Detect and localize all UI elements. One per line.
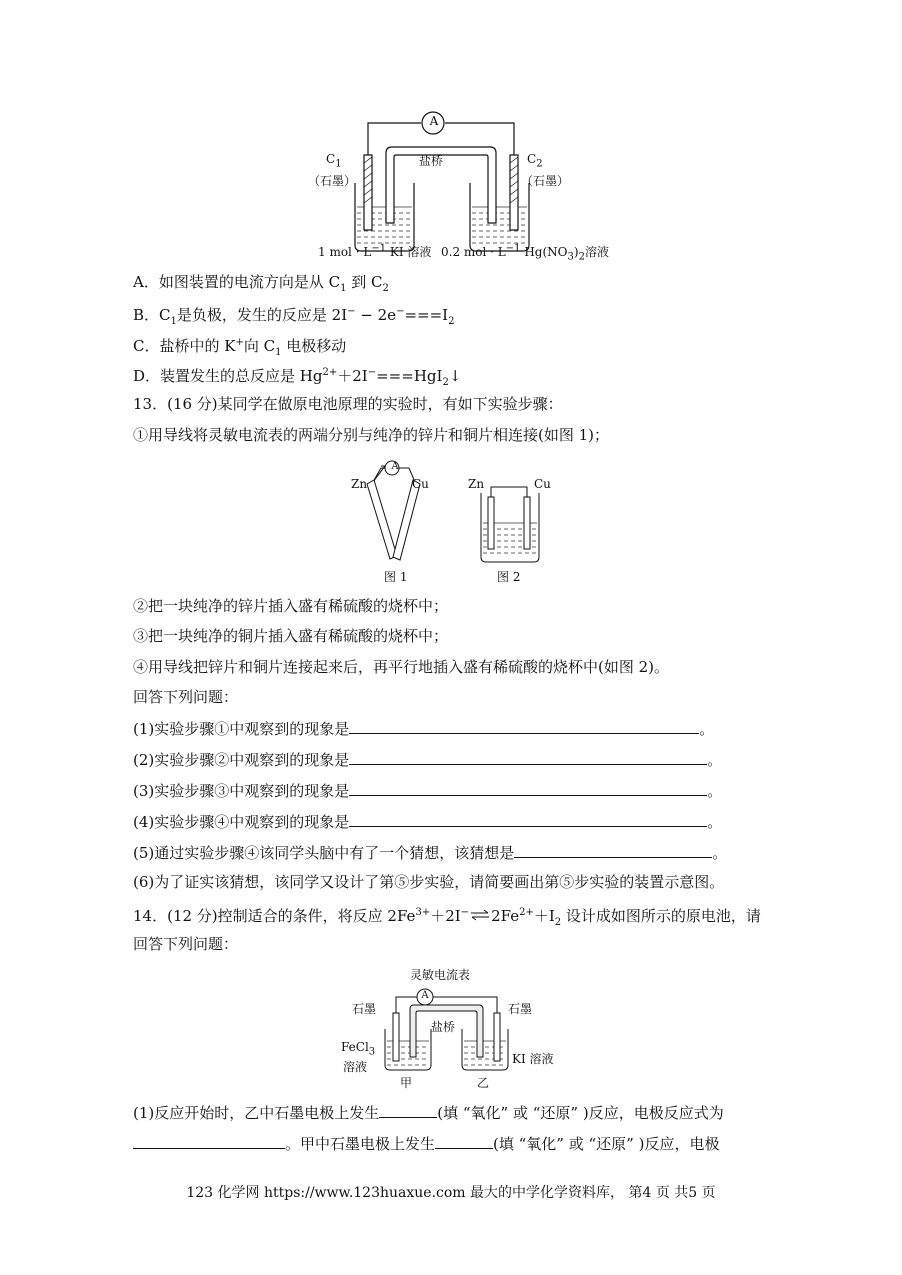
- reversible-arrow-icon: [469, 906, 491, 926]
- answer-blank-8[interactable]: [435, 1133, 493, 1149]
- q13-part3: (3)实验步骤③中观察到的现象是 。: [133, 782, 723, 800]
- fig2-zn: Zn: [468, 477, 485, 491]
- answer-blank-1[interactable]: [349, 718, 699, 734]
- page-footer: 123 化学网 https://www.123huaxue.com 最大的中学化学资料库， 第4 页 共5 页: [186, 1185, 716, 1201]
- ammeter-label: A: [429, 114, 439, 128]
- answer-blank-7[interactable]: [133, 1133, 285, 1149]
- q13-step3: ③把一块纯净的铜片插入盛有稀硫酸的烧杯中；: [133, 627, 449, 645]
- q14-salt-bridge: 盐桥: [431, 1020, 456, 1034]
- right-solution-label: 0.2 mol · $L^{-1}$ $Hg(NO_3)_2$溶液: [441, 243, 609, 263]
- fig2-caption: 图 2: [497, 570, 521, 584]
- answer-blank-4[interactable]: [349, 811, 707, 827]
- option-b: B．$C_1$是负极，发生的反应是 $2I^- - 2e^-===I_2$: [133, 306, 455, 327]
- answer-blank-5[interactable]: [514, 842, 712, 858]
- q14-title-line2: 回答下列问题：: [133, 935, 239, 953]
- q13-step1: ①用导线将灵敏电流表的两端分别与纯净的锌片和铜片相连接(如图 1)；: [133, 426, 610, 444]
- q13-answer-prompt: 回答下列问题：: [133, 688, 239, 706]
- q14-ammeter: A: [421, 990, 429, 1001]
- figure-1-diagram: [345, 460, 455, 565]
- c1-label: $C_1$: [326, 152, 342, 170]
- q14-meter-label: 灵敏电流表: [410, 968, 471, 982]
- q14-part1-line2: 。甲中石墨电极上发生 (填 “氧化” 或 “还原” )反应，电极: [133, 1133, 719, 1154]
- figure-2-diagram: [475, 485, 545, 565]
- left-solution-label: 1 mol · $L^{-1}$ KI 溶液: [318, 243, 432, 259]
- q13-part1: (1)实验步骤①中观察到的现象是 。: [133, 720, 715, 738]
- answer-blank-6[interactable]: [379, 1102, 437, 1118]
- c2-label: $C_2$: [527, 152, 543, 170]
- answer-blank-2[interactable]: [349, 749, 707, 765]
- q14-title: 14．(12 分)控制适合的条件，将反应 $2Fe^{3+}+2I^-$ $2Fe^{2+}+I_2$ 设计成如图所示的原电池，请: [133, 907, 761, 928]
- q13-step4: ④用导线把锌片和铜片连接起来后，再平行地插入盛有稀硫酸的烧杯中(如图 2)。: [133, 658, 670, 676]
- option-c: C．盐桥中的 K+向 $C_1$ 电极移动: [133, 337, 347, 358]
- q13-part4: (4)实验步骤④中观察到的现象是 。: [133, 813, 723, 831]
- fig1-caption: 图 1: [384, 570, 408, 584]
- fig2-cu: Cu: [534, 477, 551, 491]
- q13-part2: (2)实验步骤②中观察到的现象是 。: [133, 751, 723, 769]
- q13-title: 13．(16 分)某同学在做原电池原理的实验时，有如下实验步骤：: [133, 395, 563, 413]
- q14-ki-solution: KI 溶液: [512, 1052, 554, 1066]
- c1-note: （石墨）: [308, 174, 357, 188]
- option-d: D．装置发生的总反应是 $Hg^{2+}+2I^-===HgI_2↓$: [133, 367, 462, 388]
- answer-blank-3[interactable]: [349, 780, 707, 796]
- q14-right-graphite: 石墨: [508, 1002, 533, 1016]
- q14-yi: 乙: [477, 1076, 490, 1090]
- q13-part5: (5)通过实验步骤④该同学头脑中有了一个猜想，该猜想是 。: [133, 844, 728, 862]
- fig1-zn: Zn: [351, 477, 368, 491]
- q14-left-graphite: 石墨: [352, 1002, 377, 1016]
- q13-step2: ②把一块纯净的锌片插入盛有稀硫酸的烧杯中；: [133, 597, 449, 615]
- q14-fecl3-solution: 溶液: [343, 1060, 368, 1074]
- salt-bridge-label: 盐桥: [419, 154, 444, 168]
- q14-part1-line1: (1)反应开始时，乙中石墨电极上发生 (填 “氧化” 或 “还原” )反应，电极反应式为: [133, 1104, 724, 1122]
- q13-part6: (6)为了证实该猜想，该同学又设计了第⑤步实验，请简要画出第⑤步实验的装置示意图。: [133, 873, 725, 891]
- q14-jia: 甲: [400, 1076, 413, 1090]
- option-a: A．如图装置的电流方向是从 $C_1$ 到 $C_2$: [133, 273, 389, 294]
- c2-note: （石墨）: [521, 174, 570, 188]
- fig1-cu: Cu: [412, 477, 429, 491]
- fig1-ammeter: A: [391, 461, 399, 472]
- q14-fecl3: FeCl$_3$: [341, 1040, 376, 1058]
